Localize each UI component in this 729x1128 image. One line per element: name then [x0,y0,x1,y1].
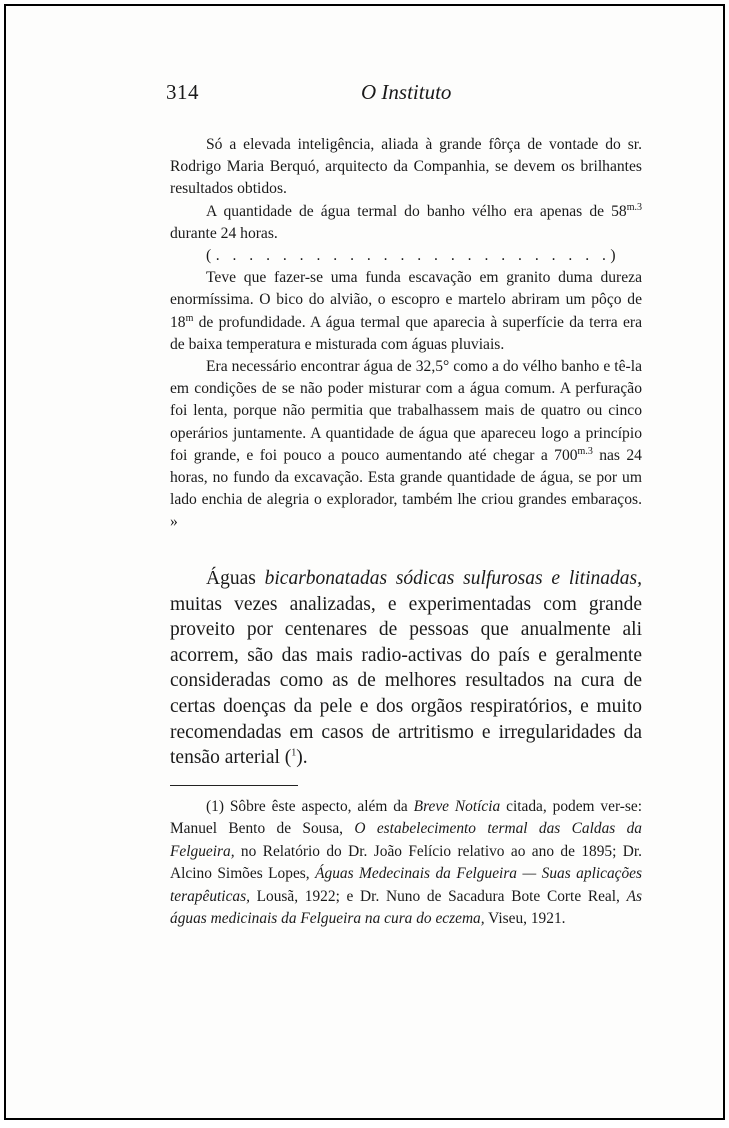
footnote [170,796,642,930]
page-header [166,80,646,110]
unit-superscript: m.3 [626,201,642,213]
footnote-reference: 1 [291,747,297,759]
paragraph: Era necessário encontrar água de 32,5° como a do vélho banho e tê-la em condições de se não poder misturar com a água comum. A perfuração foi lenta, porque não permitia que trabalhassem mais de quatro ou cinco operários juntamente. A quantidade de água que apareceu logo a princípio foi grande, e foi pouco a pouco aumentando até chegar a $700^{m.3}$ nas 24 horas, no fundo da excavação. Esta grande quantidade de água, se por um lado enchia de alegria o explorador, também lhe criou grandes embaraços. » [170,358,642,531]
paragraph: Teve que fazer-se uma funda escavação em granito duma dureza enormíssima. O bico do alvião, o escopro e martelo abriram um pôço de 18$^m$ de profundidade. A água termal que aparecia à superfície da terra era de baixa temperatura e misturada com águas pluviais. [170,269,642,353]
footnote-mark: (1) [206,798,224,815]
running-title: O Instituto [361,80,452,104]
main-text [170,566,642,771]
quoted-text [170,134,642,534]
unit-superscript: m.3 [577,445,593,457]
footnote-text: (1) Sôbre êste aspecto, além da Breve Notícia citada, podem ver-se: Manuel Bento de Sousa, O estabelecimento termal das Caldas da Felgueira, no Relatório do Dr. João Felício relativo ao ano de 1895; Dr. Alcino Simões Lopes, Águas Medecinais da Felgueira — Suas aplicações terapêuticas, Lousã, 1922; e Dr. Nuno de Sacadura Bote Corte Real, As águas medicinais da Felgueira na cura do eczema, Viseu, 1921. [170,798,643,928]
ellipsis-line: (. . . . . . . . . . . . . . . . . . . . . . . .) [206,247,621,265]
footnote-divider [170,785,298,786]
paragraph: A quantidade de água termal do banho vélho era apenas de $58^{m.3}$ durante 24 horas. [170,201,642,242]
page-number: 314 [166,80,199,104]
book-page [4,4,725,1120]
lead-paragraph: Águas bicarbonatadas sódicas sulfurosas e litinadas, muitas vezes analizadas, e experimentadas com grande proveito por centenares de pessoas que anualmente ali acorrem, são das mais radio-activas do país e geralmente consideradas como as de melhores resultados na cura de certas doenças da pele e dos orgãos respiratórios, e muito recomendadas em casos de artritismo e irregularidades da tensão arterial ($^1$). [170,568,642,769]
unit-superscript: m [185,312,194,324]
italic-phrase: bicarbonatadas sódicas sulfurosas e litinadas, [264,568,642,589]
paragraph: Só a elevada inteligência, aliada à grande fôrça de vontade do sr. Rodrigo Maria Berquó, arquitecto da Companhia, se devem os brilhantes resultados obtidos. [170,136,642,198]
